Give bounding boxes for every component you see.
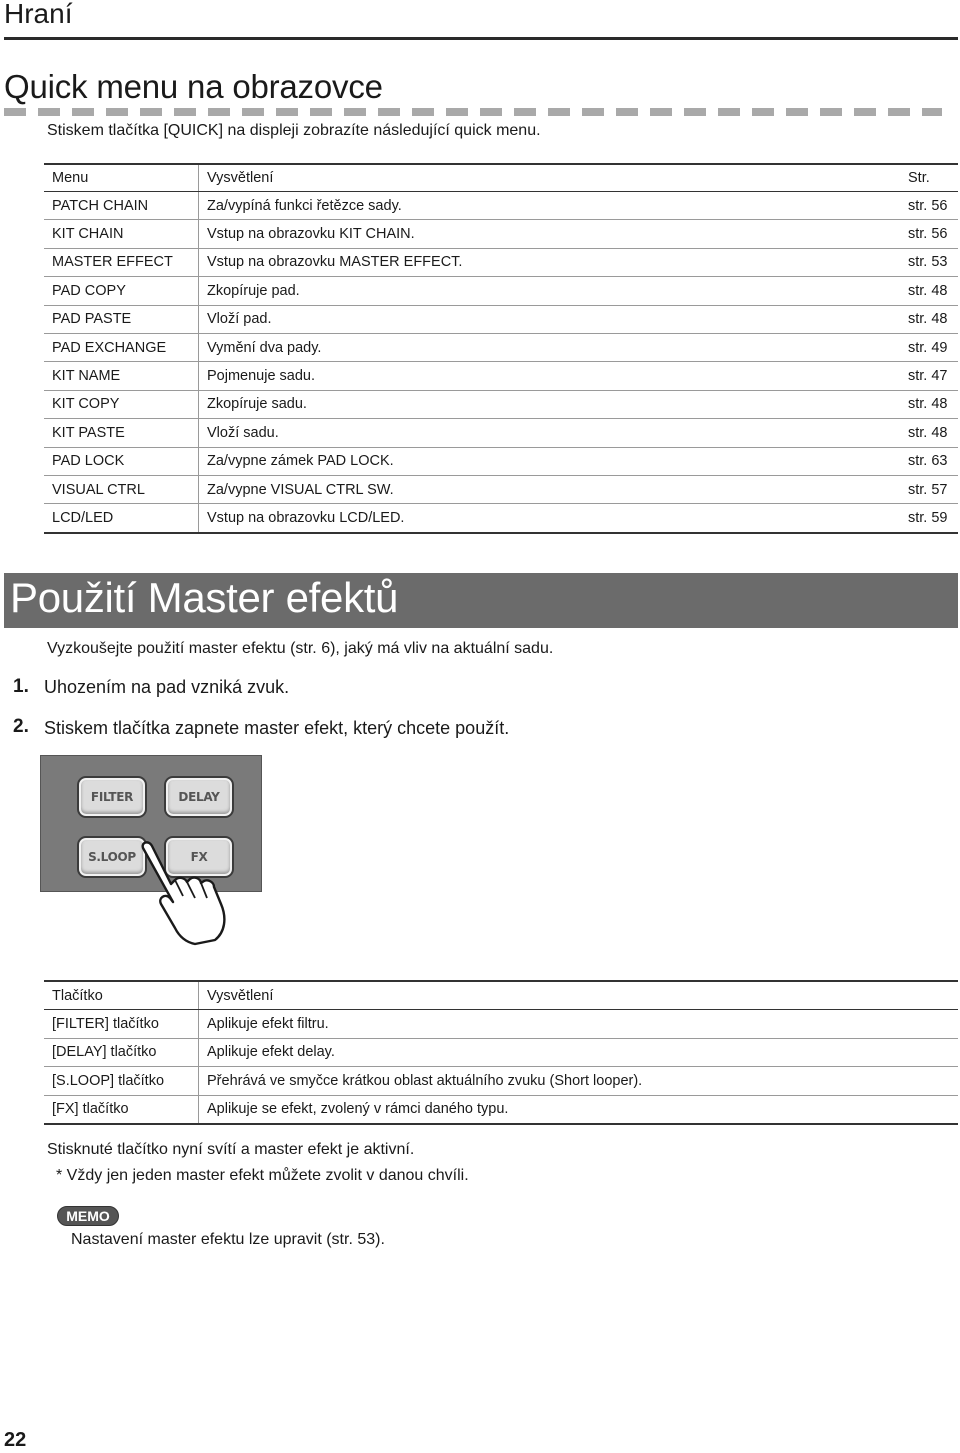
banner-title: Použití Master efektů (10, 574, 399, 621)
explanation-cell: Aplikuje se efekt, zvolený v rámci daného typu. (199, 1095, 959, 1124)
table-row (44, 1095, 958, 1124)
table-header-row (44, 981, 958, 1010)
menu-cell: LCD/LED (44, 504, 199, 533)
menu-cell: PATCH CHAIN (44, 192, 199, 220)
dashed-divider (4, 108, 942, 116)
menu-cell: KIT CHAIN (44, 220, 199, 248)
table-row (44, 475, 958, 503)
asterisk-note: * Vždy jen jeden master efekt můžete zvolit v danou chvíli. (56, 1167, 469, 1184)
menu-cell: PAD EXCHANGE (44, 333, 199, 361)
table-row (44, 419, 958, 447)
page-cell: str. 56 (908, 192, 958, 220)
page-cell: str. 48 (908, 277, 958, 305)
menu-cell: PAD COPY (44, 277, 199, 305)
page-cell: str. 49 (908, 333, 958, 361)
table-header-row (44, 164, 958, 192)
step-2-number: 2. (13, 716, 29, 737)
button-cell: [FX] tlačítko (44, 1095, 199, 1124)
step-2-text: Stiskem tlačítka zapnete master efekt, který chcete použít. (44, 718, 510, 738)
table-row (44, 333, 958, 361)
page-cell: str. 53 (908, 248, 958, 276)
header-button: Tlačítko (44, 981, 199, 1010)
button-cell: [DELAY] tlačítko (44, 1038, 199, 1066)
page-cell: str. 47 (908, 362, 958, 390)
menu-cell: PAD LOCK (44, 447, 199, 475)
menu-cell: KIT NAME (44, 362, 199, 390)
page-number: 22 (4, 1429, 27, 1451)
explanation-cell: Vloží pad. (199, 305, 909, 333)
explanation-cell: Zkopíruje sadu. (199, 390, 909, 418)
header-explanation: Vysvětlení (199, 164, 909, 192)
page-cell: str. 56 (908, 220, 958, 248)
menu-cell: KIT COPY (44, 390, 199, 418)
table-row (44, 390, 958, 418)
explanation-cell: Aplikuje efekt filtru. (199, 1010, 959, 1038)
page-cell: str. 48 (908, 390, 958, 418)
page-cell: str. 57 (908, 475, 958, 503)
fx-button[interactable]: FX (166, 838, 232, 876)
memo-text: Nastavení master efektu lze upravit (str. 53). (71, 1231, 385, 1248)
table-row (44, 248, 958, 276)
intro-text: Stiskem tlačítka [QUICK] na displeji zobrazíte následující quick menu. (47, 122, 541, 139)
explanation-cell: Vstup na obrazovku KIT CHAIN. (199, 220, 909, 248)
explanation-cell: Vloží sadu. (199, 419, 909, 447)
active-note: Stisknuté tlačítko nyní svítí a master efekt je aktivní. (47, 1141, 415, 1158)
table-row (44, 504, 958, 533)
delay-button[interactable]: DELAY (166, 778, 232, 816)
explanation-cell: Pojmenuje sadu. (199, 362, 909, 390)
sloop-button[interactable]: S.LOOP (79, 838, 145, 876)
header-page: Str. (908, 164, 958, 192)
filter-button[interactable]: FILTER (79, 778, 145, 816)
explanation-cell: Vstup na obrazovku MASTER EFFECT. (199, 248, 909, 276)
explanation-cell: Za/vypne VISUAL CTRL SW. (199, 475, 909, 503)
quick-menu-table (44, 163, 958, 534)
table-row (44, 220, 958, 248)
header-explanation: Vysvětlení (199, 981, 959, 1010)
step-1-text: Uhozením na pad vzniká zvuk. (44, 677, 290, 697)
chapter-rule (4, 37, 958, 40)
button-cell: [S.LOOP] tlačítko (44, 1067, 199, 1095)
table-row (44, 362, 958, 390)
explanation-cell: Přehrává ve smyčce krátkou oblast aktuálního zvuku (Short looper). (199, 1067, 959, 1095)
button-table (44, 980, 958, 1125)
explanation-cell: Za/vypíná funkci řetězce sady. (199, 192, 909, 220)
page-cell: str. 48 (908, 419, 958, 447)
menu-cell: PAD PASTE (44, 305, 199, 333)
step-1-number: 1. (13, 676, 29, 697)
menu-cell: KIT PASTE (44, 419, 199, 447)
page-cell: str. 48 (908, 305, 958, 333)
button-cell: [FILTER] tlačítko (44, 1010, 199, 1038)
table-row (44, 277, 958, 305)
menu-cell: MASTER EFFECT (44, 248, 199, 276)
page-cell: str. 63 (908, 447, 958, 475)
table-row (44, 192, 958, 220)
pointing-hand-icon (135, 838, 240, 946)
memo-badge: MEMO (57, 1206, 119, 1226)
explanation-cell: Za/vypne zámek PAD LOCK. (199, 447, 909, 475)
explanation-cell: Vstup na obrazovku LCD/LED. (199, 504, 909, 533)
page-cell: str. 59 (908, 504, 958, 533)
explanation-cell: Zkopíruje pad. (199, 277, 909, 305)
section-title: Quick menu na obrazovce (4, 68, 383, 105)
table-row (44, 305, 958, 333)
table-row (44, 1010, 958, 1038)
menu-cell: VISUAL CTRL (44, 475, 199, 503)
master-intro: Vyzkoušejte použití master efektu (str. 6), jaký má vliv na aktuální sadu. (47, 640, 554, 657)
explanation-cell: Aplikuje efekt delay. (199, 1038, 959, 1066)
explanation-cell: Vymění dva pady. (199, 333, 909, 361)
table-row (44, 1067, 958, 1095)
header-menu: Menu (44, 164, 199, 192)
table-row (44, 447, 958, 475)
chapter-title: Hraní (4, 0, 73, 29)
table-row (44, 1038, 958, 1066)
